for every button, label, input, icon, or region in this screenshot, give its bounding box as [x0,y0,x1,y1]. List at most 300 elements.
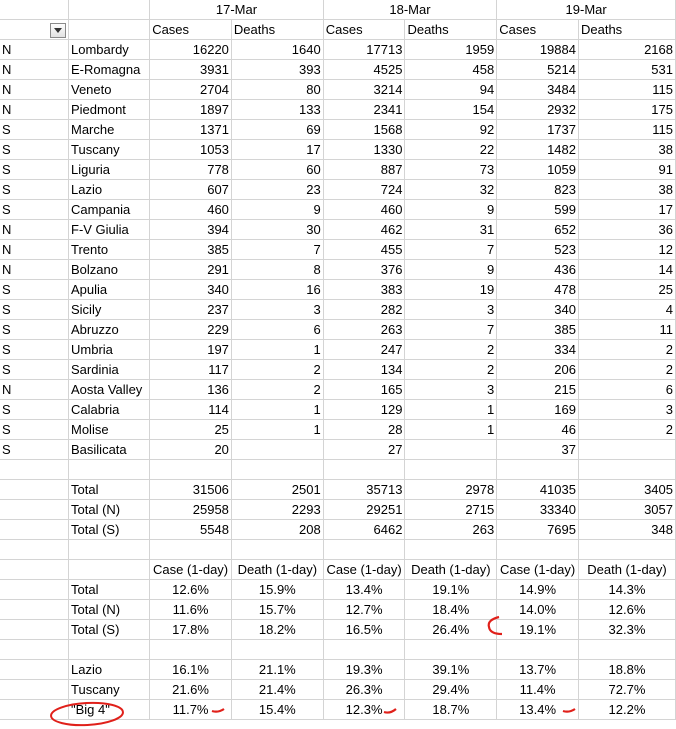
value-cell[interactable]: 2 [405,360,497,380]
value-cell[interactable]: 25 [150,420,232,440]
rate-value-cell[interactable]: 15.4% [231,700,323,720]
region-name-cell[interactable]: Liguria [69,160,150,180]
value-cell[interactable]: 478 [497,280,579,300]
value-cell[interactable]: 2932 [497,100,579,120]
rate-value-cell[interactable]: 12.3% [323,700,405,720]
empty-row [0,540,676,560]
total-value-cell[interactable]: 2978 [405,480,497,500]
value-cell[interactable]: 17 [578,200,675,220]
value-cell[interactable]: 23 [231,180,323,200]
column-label-cell[interactable]: Deaths [578,20,675,40]
value-cell[interactable]: 887 [323,160,405,180]
rate-label-cell[interactable]: Total (S) [69,620,150,640]
value-cell[interactable]: 1053 [150,140,232,160]
cell-empty[interactable] [0,480,69,500]
value-cell[interactable]: 3 [578,400,675,420]
value-cell[interactable]: 2 [578,340,675,360]
rate-value-cell[interactable]: 39.1% [405,660,497,680]
region-name-cell[interactable]: F-V Giulia [69,220,150,240]
value-cell[interactable]: 1959 [405,40,497,60]
total-value-cell[interactable]: 7695 [497,520,579,540]
total-value-cell[interactable]: 33340 [497,500,579,520]
value-cell[interactable]: 36 [578,220,675,240]
value-cell[interactable]: 9 [231,200,323,220]
value-cell[interactable]: 31 [405,220,497,240]
value-cell[interactable]: 12 [578,240,675,260]
cell-empty[interactable] [497,640,579,660]
value-cell[interactable]: 724 [323,180,405,200]
region-row [0,140,676,160]
zone-cell[interactable]: S [0,200,69,220]
value-cell[interactable]: 17713 [323,40,405,60]
zone-cell[interactable]: S [0,420,69,440]
rate-value-cell[interactable]: 11.6% [150,600,232,620]
zone-cell[interactable]: S [0,180,69,200]
region-name-cell[interactable]: Bolzano [69,260,150,280]
value-cell[interactable]: 340 [497,300,579,320]
value-cell[interactable]: 2 [405,340,497,360]
region-row [0,60,676,80]
cell-empty[interactable] [69,640,150,660]
cell-empty[interactable] [0,560,69,580]
total-value-cell[interactable]: 5548 [150,520,232,540]
value-cell[interactable]: 263 [323,320,405,340]
value-cell[interactable]: 94 [405,80,497,100]
value-cell[interactable]: 38 [578,180,675,200]
value-cell[interactable]: 7 [405,240,497,260]
rate-value-cell[interactable]: 14.3% [578,580,675,600]
total-value-cell[interactable]: 25958 [150,500,232,520]
value-cell[interactable]: 25 [578,280,675,300]
value-cell[interactable]: 458 [405,60,497,80]
value-cell[interactable]: 38 [578,140,675,160]
rate-value-cell[interactable]: 19.1% [497,620,579,640]
value-cell[interactable]: 136 [150,380,232,400]
zone-cell[interactable]: N [0,40,69,60]
value-cell[interactable]: 1897 [150,100,232,120]
value-cell[interactable] [231,440,323,460]
value-cell[interactable]: 17 [231,140,323,160]
value-cell[interactable]: 247 [323,340,405,360]
value-cell[interactable]: 2704 [150,80,232,100]
value-cell[interactable]: 9 [405,200,497,220]
zone-cell[interactable]: S [0,340,69,360]
total-value-cell[interactable]: 41035 [497,480,579,500]
value-cell[interactable]: 383 [323,280,405,300]
rate-label-cell[interactable]: Total [69,580,150,600]
region-row [0,240,676,260]
total-value-cell[interactable]: 208 [231,520,323,540]
value-cell[interactable] [578,440,675,460]
total-value-cell[interactable]: 348 [578,520,675,540]
value-cell[interactable]: 3484 [497,80,579,100]
value-cell[interactable]: 60 [231,160,323,180]
value-cell[interactable]: 14 [578,260,675,280]
rate-value-cell[interactable]: 15.7% [231,600,323,620]
cell-empty[interactable] [0,540,69,560]
value-cell[interactable]: 282 [323,300,405,320]
value-cell[interactable] [405,440,497,460]
value-cell[interactable]: 393 [231,60,323,80]
zone-cell[interactable]: N [0,60,69,80]
rate-value-cell[interactable]: 14.0% [497,600,579,620]
rate-header-cell[interactable]: Case (1-day) [150,560,232,580]
value-cell[interactable]: 599 [497,200,579,220]
value-cell[interactable]: 291 [150,260,232,280]
value-cell[interactable]: 80 [231,80,323,100]
cell-empty[interactable] [150,460,232,480]
value-cell[interactable]: 16 [231,280,323,300]
zone-cell[interactable]: N [0,260,69,280]
value-cell[interactable]: 73 [405,160,497,180]
date-header-cell[interactable]: 18-Mar [323,0,497,20]
column-label-cell[interactable]: Deaths [231,20,323,40]
value-cell[interactable]: 154 [405,100,497,120]
rate-value-cell[interactable]: 26.3% [323,680,405,700]
cell-empty[interactable] [231,640,323,660]
value-cell[interactable]: 2 [578,420,675,440]
rate-header-cell[interactable]: Case (1-day) [497,560,579,580]
rate-row [0,680,676,700]
cell-empty[interactable] [0,460,69,480]
value-cell[interactable]: 823 [497,180,579,200]
value-cell[interactable]: 6 [231,320,323,340]
cell-empty[interactable] [69,0,150,20]
cell-empty[interactable] [150,640,232,660]
rate-header-cell[interactable]: Death (1-day) [578,560,675,580]
cell-empty[interactable] [497,460,579,480]
value-cell[interactable]: 133 [231,100,323,120]
region-name-cell[interactable]: Campania [69,200,150,220]
rate-row [0,620,676,640]
region-name-cell[interactable]: Sardinia [69,360,150,380]
empty-row [0,460,676,480]
value-cell[interactable]: 1 [231,400,323,420]
rate-value-cell[interactable]: 18.8% [578,660,675,680]
zone-cell[interactable]: N [0,240,69,260]
value-cell[interactable]: 460 [150,200,232,220]
value-cell[interactable]: 3 [405,380,497,400]
cell-empty[interactable] [0,660,69,680]
value-cell[interactable]: 4 [578,300,675,320]
filter-cell[interactable] [0,20,69,40]
value-cell[interactable]: 129 [323,400,405,420]
value-cell[interactable]: 175 [578,100,675,120]
value-cell[interactable]: 340 [150,280,232,300]
value-cell[interactable]: 7 [405,320,497,340]
value-cell[interactable]: 5214 [497,60,579,80]
cell-empty[interactable] [0,520,69,540]
total-value-cell[interactable]: 2715 [405,500,497,520]
region-name-cell[interactable]: Piedmont [69,100,150,120]
value-cell[interactable]: 16220 [150,40,232,60]
rate-value-cell[interactable]: 13.4% [497,700,579,720]
value-cell[interactable]: 206 [497,360,579,380]
date-header-cell[interactable]: 17-Mar [150,0,324,20]
rate-value-cell[interactable]: 18.2% [231,620,323,640]
value-cell[interactable]: 3 [405,300,497,320]
cell-empty[interactable] [0,580,69,600]
value-cell[interactable]: 115 [578,80,675,100]
cell-empty[interactable] [231,460,323,480]
zone-cell[interactable]: S [0,400,69,420]
cell-empty[interactable] [578,460,675,480]
cell-empty[interactable] [231,540,323,560]
value-cell[interactable]: 385 [150,240,232,260]
cell-empty[interactable] [405,640,497,660]
value-cell[interactable]: 28 [323,420,405,440]
value-cell[interactable]: 2 [231,360,323,380]
zone-cell[interactable]: S [0,360,69,380]
column-label-cell[interactable]: Cases [150,20,232,40]
value-cell[interactable]: 19 [405,280,497,300]
value-cell[interactable]: 134 [323,360,405,380]
rate-label-cell[interactable]: "Big 4" [69,700,150,720]
rate-value-cell[interactable]: 18.7% [405,700,497,720]
total-value-cell[interactable]: 31506 [150,480,232,500]
region-name-cell[interactable]: Lazio [69,180,150,200]
rate-value-cell[interactable]: 11.7% [150,700,232,720]
value-cell[interactable]: 3 [231,300,323,320]
value-cell[interactable]: 197 [150,340,232,360]
value-cell[interactable]: 1 [231,420,323,440]
total-value-cell[interactable]: 3057 [578,500,675,520]
region-name-cell[interactable]: Apulia [69,280,150,300]
value-cell[interactable]: 1 [405,400,497,420]
column-label-cell[interactable]: Deaths [405,20,497,40]
value-cell[interactable]: 169 [497,400,579,420]
value-cell[interactable]: 32 [405,180,497,200]
value-cell[interactable]: 652 [497,220,579,240]
value-cell[interactable]: 69 [231,120,323,140]
region-name-cell[interactable]: Abruzzo [69,320,150,340]
region-name-cell[interactable]: Lombardy [69,40,150,60]
zone-cell[interactable]: S [0,120,69,140]
rate-value-cell[interactable]: 14.9% [497,580,579,600]
filter-dropdown-icon[interactable] [50,23,66,38]
value-cell[interactable]: 22 [405,140,497,160]
region-row [0,180,676,200]
rate-value-cell[interactable]: 26.4% [405,620,497,640]
value-cell[interactable]: 229 [150,320,232,340]
rate-value-cell[interactable]: 13.7% [497,660,579,680]
value-cell[interactable]: 19884 [497,40,579,60]
cell-empty[interactable] [69,460,150,480]
value-cell[interactable]: 9 [405,260,497,280]
value-cell[interactable]: 114 [150,400,232,420]
region-name-cell[interactable]: Trento [69,240,150,260]
cell-empty[interactable] [323,540,405,560]
rate-value-cell[interactable]: 72.7% [578,680,675,700]
cell-empty[interactable] [69,20,150,40]
value-cell[interactable]: 20 [150,440,232,460]
rate-value-cell[interactable]: 16.1% [150,660,232,680]
total-row [0,480,676,500]
cell-empty[interactable] [497,540,579,560]
zone-cell[interactable]: S [0,160,69,180]
rate-value-cell[interactable]: 18.4% [405,600,497,620]
rate-value-cell[interactable]: 19.1% [405,580,497,600]
rate-value-cell[interactable]: 12.6% [150,580,232,600]
rate-value-cell[interactable]: 21.1% [231,660,323,680]
value-cell[interactable]: 2 [231,380,323,400]
region-name-cell[interactable]: E-Romagna [69,60,150,80]
cell-empty[interactable] [0,500,69,520]
total-value-cell[interactable]: 35713 [323,480,405,500]
total-value-cell[interactable]: 2501 [231,480,323,500]
column-label-cell[interactable]: Cases [497,20,579,40]
value-cell[interactable]: 376 [323,260,405,280]
total-value-cell[interactable]: 263 [405,520,497,540]
rate-value-cell[interactable]: 15.9% [231,580,323,600]
rate-label-cell[interactable]: Lazio [69,660,150,680]
region-row [0,120,676,140]
value-cell[interactable]: 460 [323,200,405,220]
value-cell[interactable]: 4525 [323,60,405,80]
region-name-cell[interactable]: Tuscany [69,140,150,160]
value-cell[interactable]: 385 [497,320,579,340]
rate-value-cell[interactable]: 12.6% [578,600,675,620]
value-cell[interactable]: 27 [323,440,405,460]
rate-row [0,660,676,680]
cell-empty[interactable] [0,640,69,660]
value-cell[interactable]: 531 [578,60,675,80]
value-cell[interactable]: 2168 [578,40,675,60]
value-cell[interactable]: 607 [150,180,232,200]
value-cell[interactable]: 215 [497,380,579,400]
rate-value-cell[interactable]: 12.2% [578,700,675,720]
rate-value-cell[interactable]: 12.7% [323,600,405,620]
value-cell[interactable]: 394 [150,220,232,240]
cell-empty[interactable] [405,540,497,560]
cell-empty[interactable] [69,560,150,580]
zone-cell[interactable]: S [0,320,69,340]
value-cell[interactable]: 11 [578,320,675,340]
rate-value-cell[interactable]: 13.4% [323,580,405,600]
rate-header-cell[interactable]: Death (1-day) [231,560,323,580]
value-cell[interactable]: 165 [323,380,405,400]
value-cell[interactable]: 6 [578,380,675,400]
region-name-cell[interactable]: Sicily [69,300,150,320]
total-value-cell[interactable]: 3405 [578,480,675,500]
zone-cell[interactable]: S [0,440,69,460]
rate-value-cell[interactable]: 21.4% [231,680,323,700]
zone-cell[interactable]: N [0,80,69,100]
region-name-cell[interactable]: Calabria [69,400,150,420]
value-cell[interactable]: 92 [405,120,497,140]
date-header-cell[interactable]: 19-Mar [497,0,676,20]
cell-empty[interactable] [0,0,69,20]
rate-label-cell[interactable]: Total (N) [69,600,150,620]
region-name-cell[interactable]: Marche [69,120,150,140]
cell-empty[interactable] [0,620,69,640]
value-cell[interactable]: 7 [231,240,323,260]
cell-empty[interactable] [69,540,150,560]
value-cell[interactable]: 778 [150,160,232,180]
value-cell[interactable]: 8 [231,260,323,280]
value-cell[interactable]: 1330 [323,140,405,160]
value-cell[interactable]: 462 [323,220,405,240]
value-cell[interactable]: 91 [578,160,675,180]
total-value-cell[interactable]: 2293 [231,500,323,520]
rate-value-cell[interactable]: 17.8% [150,620,232,640]
region-name-cell[interactable]: Umbria [69,340,150,360]
region-name-cell[interactable]: Molise [69,420,150,440]
rate-value-cell[interactable]: 16.5% [323,620,405,640]
value-cell[interactable]: 334 [497,340,579,360]
rate-value-cell[interactable]: 32.3% [578,620,675,640]
total-label-cell[interactable]: Total (S) [69,520,150,540]
rate-row [0,600,676,620]
rate-label-cell[interactable]: Tuscany [69,680,150,700]
value-cell[interactable]: 30 [231,220,323,240]
total-value-cell[interactable]: 6462 [323,520,405,540]
value-cell[interactable]: 1640 [231,40,323,60]
value-cell[interactable]: 46 [497,420,579,440]
zone-cell[interactable]: S [0,140,69,160]
zone-cell[interactable]: S [0,300,69,320]
value-cell[interactable]: 1 [231,340,323,360]
zone-cell[interactable]: N [0,220,69,240]
cell-empty[interactable] [405,460,497,480]
total-label-cell[interactable]: Total (N) [69,500,150,520]
region-name-cell[interactable]: Aosta Valley [69,380,150,400]
value-cell[interactable]: 117 [150,360,232,380]
total-label-cell[interactable]: Total [69,480,150,500]
rate-header-cell[interactable]: Death (1-day) [405,560,497,580]
rate-header-cell[interactable]: Case (1-day) [323,560,405,580]
value-cell[interactable]: 1371 [150,120,232,140]
cell-empty[interactable] [0,700,69,720]
value-cell[interactable]: 436 [497,260,579,280]
value-cell[interactable]: 237 [150,300,232,320]
region-row [0,220,676,240]
value-cell[interactable]: 2 [578,360,675,380]
rate-value-cell[interactable]: 21.6% [150,680,232,700]
value-cell[interactable]: 455 [323,240,405,260]
rate-value-cell[interactable]: 29.4% [405,680,497,700]
value-cell[interactable]: 115 [578,120,675,140]
value-cell[interactable]: 37 [497,440,579,460]
rate-value-cell[interactable]: 11.4% [497,680,579,700]
rate-value-cell[interactable]: 19.3% [323,660,405,680]
value-cell[interactable]: 523 [497,240,579,260]
total-value-cell[interactable]: 29251 [323,500,405,520]
value-cell[interactable]: 3931 [150,60,232,80]
cell-empty[interactable] [578,540,675,560]
cell-empty[interactable] [323,460,405,480]
total-row [0,520,676,540]
value-cell[interactable]: 2341 [323,100,405,120]
region-name-cell[interactable]: Veneto [69,80,150,100]
value-cell[interactable]: 3214 [323,80,405,100]
value-cell[interactable]: 1568 [323,120,405,140]
cell-empty[interactable] [150,540,232,560]
region-name-cell[interactable]: Basilicata [69,440,150,460]
value-cell[interactable]: 1059 [497,160,579,180]
cell-empty[interactable] [0,600,69,620]
cell-empty[interactable] [578,640,675,660]
zone-cell[interactable]: N [0,380,69,400]
value-cell[interactable]: 1737 [497,120,579,140]
cell-empty[interactable] [0,680,69,700]
column-label-cell[interactable]: Cases [323,20,405,40]
value-cell[interactable]: 1 [405,420,497,440]
zone-cell[interactable]: N [0,100,69,120]
value-cell[interactable]: 1482 [497,140,579,160]
zone-cell[interactable]: S [0,280,69,300]
cell-empty[interactable] [323,640,405,660]
